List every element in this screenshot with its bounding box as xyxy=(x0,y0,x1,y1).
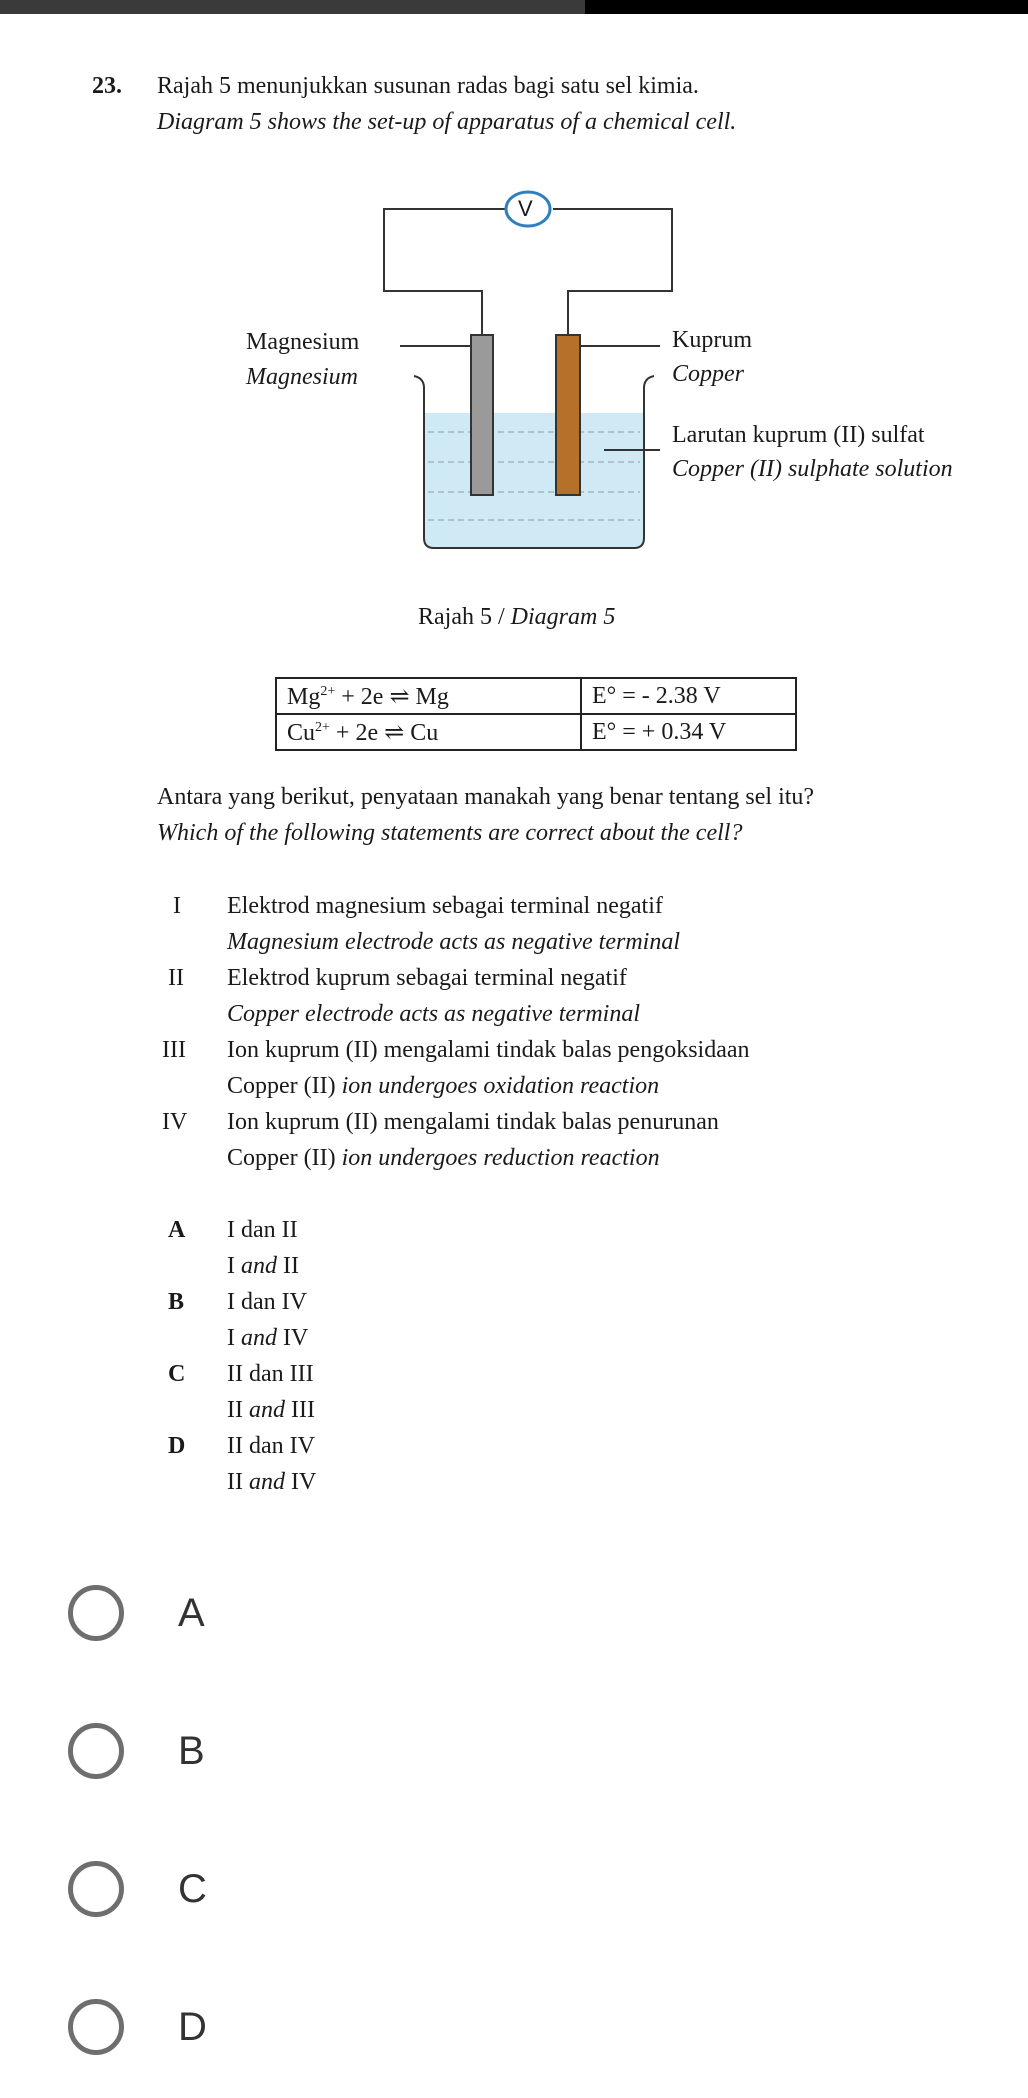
statement-number: III xyxy=(162,1037,186,1063)
radio-button[interactable] xyxy=(68,1585,124,1641)
choice-en: II and IV xyxy=(227,1469,317,1495)
label-solution-en: Copper (II) sulphate solution xyxy=(672,456,953,482)
question-number: 23. xyxy=(92,73,122,99)
table-row: $Mg^{2+} + 2e$ ⇌ Mg E° = - 2.38 V xyxy=(276,678,796,714)
statement-number: IV xyxy=(162,1109,188,1135)
question-text-en: Diagram 5 shows the set-up of apparatus of a chemical cell. xyxy=(157,109,737,135)
electrode-potential-table xyxy=(275,677,797,751)
magnesium-electrode xyxy=(471,335,493,495)
statement-number: II xyxy=(168,965,184,991)
choice-ms: II dan IV xyxy=(227,1433,315,1459)
answer-option-d[interactable] xyxy=(68,1992,468,2062)
label-copper-ms: Kuprum xyxy=(672,327,752,353)
voltmeter-label: V xyxy=(518,196,533,221)
answer-option-label: D xyxy=(178,2005,207,2049)
label-magnesium-ms: Magnesium xyxy=(246,329,360,355)
chemical-cell-diagram xyxy=(0,0,1028,600)
electrolyte xyxy=(424,413,644,548)
wire-right xyxy=(553,209,672,334)
answer-option-b[interactable] xyxy=(68,1716,468,1786)
radio-button[interactable] xyxy=(68,1861,124,1917)
label-magnesium-en: Magnesium xyxy=(246,364,358,390)
choice-ms: I dan IV xyxy=(227,1289,307,1315)
diagram-caption: Rajah 5 / Diagram 5 xyxy=(418,604,616,630)
radio-button[interactable] xyxy=(68,1999,124,2055)
choice-en: II and III xyxy=(227,1397,315,1423)
answer-option-a[interactable] xyxy=(68,1578,468,1648)
label-solution-ms: Larutan kuprum (II) sulfat xyxy=(672,422,925,448)
statement-number: I xyxy=(173,893,181,919)
answer-option-label: B xyxy=(178,1729,205,1773)
choice-ms: II dan III xyxy=(227,1361,314,1387)
prompt-ms: Antara yang berikut, penyataan manakah yang benar tentang sel itu? xyxy=(157,784,815,810)
statement-ms: Elektrod kuprum sebagai terminal negatif xyxy=(227,965,627,991)
statement-ms: Elektrod magnesium sebagai terminal negatif xyxy=(227,893,663,919)
question-text-ms: Rajah 5 menunjukkan susunan radas bagi satu sel kimia. xyxy=(157,73,699,99)
answer-option-label: A xyxy=(178,1591,205,1635)
statement-ms: Ion kuprum (II) mengalami tindak balas pengoksidaan xyxy=(227,1037,750,1063)
choice-letter: D xyxy=(168,1433,186,1459)
statement-en: Copper (II) ion undergoes reduction reaction xyxy=(227,1145,660,1171)
statement-en: Magnesium electrode acts as negative terminal xyxy=(227,929,680,955)
answer-option-label: C xyxy=(178,1867,207,1911)
label-copper-en: Copper xyxy=(672,361,744,387)
copper-electrode xyxy=(556,335,580,495)
choice-ms: I dan II xyxy=(227,1217,298,1243)
choice-en: I and IV xyxy=(227,1325,309,1351)
statement-en: Copper (II) ion undergoes oxidation reaction xyxy=(227,1073,660,1099)
choice-letter: B xyxy=(168,1289,185,1315)
statement-en: Copper electrode acts as negative terminal xyxy=(227,1001,641,1027)
prompt-en: Which of the following statements are correct about the cell? xyxy=(157,820,743,846)
answer-option-c[interactable] xyxy=(68,1854,468,1924)
choice-letter: A xyxy=(168,1217,186,1243)
statement-ms: Ion kuprum (II) mengalami tindak balas penurunan xyxy=(227,1109,719,1135)
choice-en: I and II xyxy=(227,1253,299,1279)
choice-letter: C xyxy=(168,1361,186,1387)
table-row: $Cu^{2+} + 2e$ ⇌ Cu E° = + 0.34 V xyxy=(276,714,796,750)
radio-button[interactable] xyxy=(68,1723,124,1779)
